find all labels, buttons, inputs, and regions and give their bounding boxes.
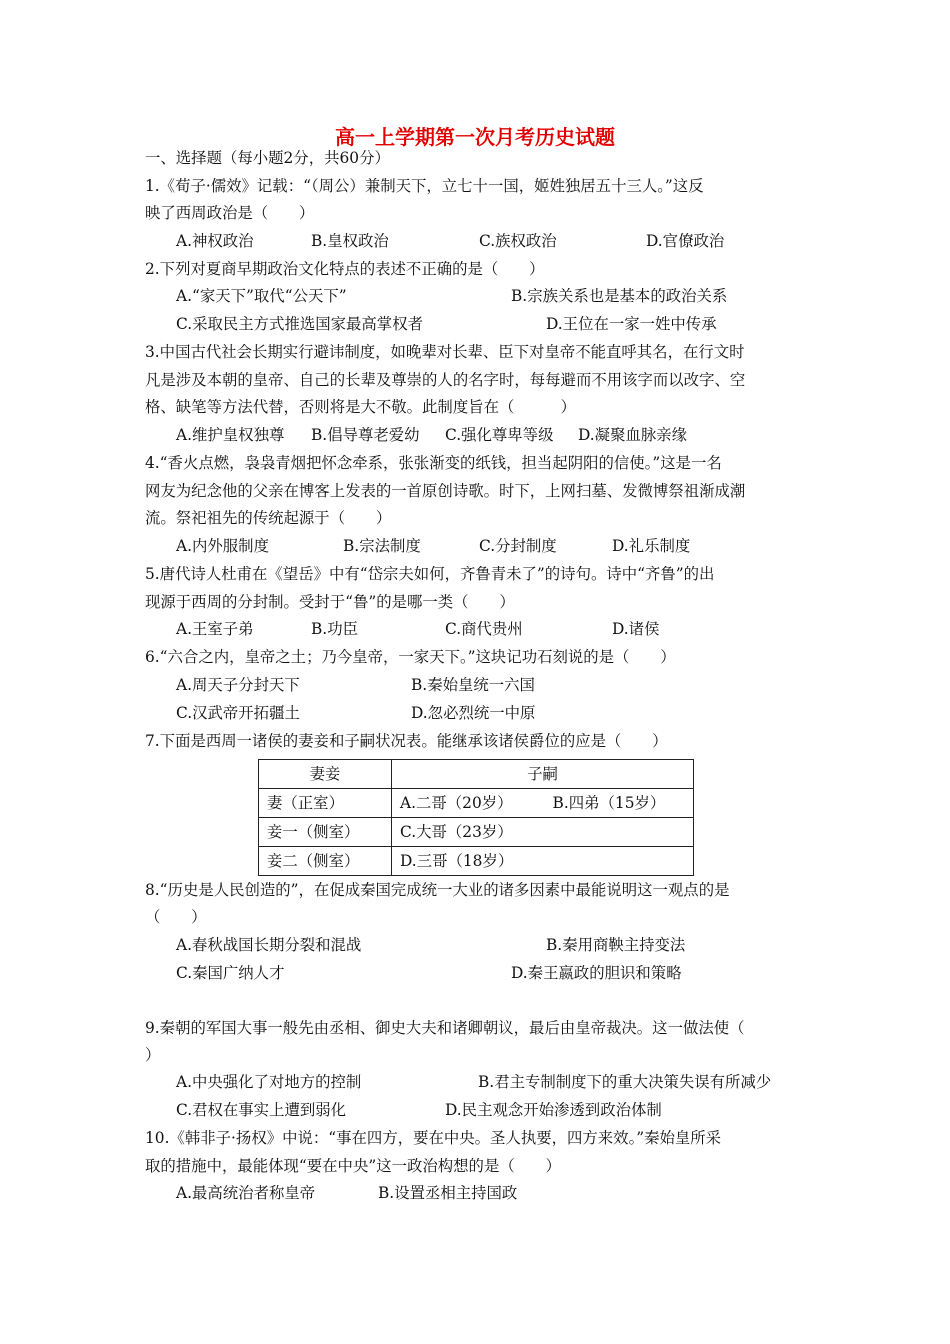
q3-option-c: C.强化尊卑等级	[445, 426, 554, 444]
table-cell-sons	[392, 818, 694, 847]
question-5-line-1: 5.唐代诗人杜甫在《望岳》中有“岱宗夫如何，齐鲁青未了”的诗句。诗中“齐鲁”的出	[145, 565, 715, 583]
q6-option-b: B.秦始皇统一六国	[411, 676, 535, 694]
question-3-line-3: 格、缺笔等方法代替，否则将是大不敬。此制度旨在（ ）	[145, 398, 576, 416]
q9-option-b: B.君主专制制度下的重大决策失误有所减少	[478, 1073, 772, 1091]
q8-option-c: C.秦国广纳人才	[176, 964, 285, 982]
question-1-line-2: 映了西周政治是（ ）	[145, 204, 315, 222]
q5-option-b: B.功臣	[311, 620, 358, 638]
table-cell-sons	[392, 789, 694, 818]
q8-option-b: B.秦用商鞅主持变法	[546, 936, 686, 954]
q3-option-d: D.凝聚血脉亲缘	[578, 426, 688, 444]
table-header-row	[259, 760, 694, 789]
succession-table	[258, 759, 694, 876]
q9-option-d: D.民主观念开始渗透到政治体制	[445, 1101, 662, 1119]
q8-option-a: A.春秋战国长期分裂和混战	[176, 936, 362, 954]
q5-option-a: A.王室子弟	[176, 620, 254, 638]
question-8-line-2: （ ）	[145, 908, 207, 926]
q10-option-a: A.最高统治者称皇帝	[176, 1184, 316, 1202]
q1-option-c: C.族权政治	[479, 232, 557, 250]
question-9-line-1: 9.秦朝的军国大事一般先由丞相、御史大夫和诸卿朝议，最后由皇帝裁决。这一做法使（	[145, 1019, 745, 1037]
q5-option-d: D.诸侯	[612, 620, 660, 638]
q6-option-d: D.忽必烈统一中原	[411, 704, 536, 722]
page-title: 高一上学期第一次月考历史试题	[335, 125, 615, 149]
q9-option-c: C.君权在事实上遭到弱化	[176, 1101, 347, 1119]
q9-option-a: A.中央强化了对地方的控制	[176, 1073, 362, 1091]
q4-option-a: A.内外服制度	[176, 537, 269, 555]
table-header-sons: 子嗣	[392, 760, 694, 789]
table-cell-wife: 妻（正室）	[259, 789, 392, 818]
question-10-line-1: 10.《韩非子·扬权》中说：“事在四方，要在中央。圣人执要，四方来效。”秦始皇所采	[145, 1129, 722, 1147]
table-row	[259, 789, 694, 818]
table-cell-sons	[392, 847, 694, 876]
son-option-c: C.大哥（23岁）	[400, 823, 513, 841]
question-2-line-1: 2.下列对夏商早期政治文化特点的表述不正确的是（ ）	[145, 260, 545, 278]
son-option-d: D.三哥（18岁）	[400, 852, 514, 870]
q2-option-b: B.宗族关系也是基本的政治关系	[511, 287, 728, 305]
question-7-line-1: 7.下面是西周一诸侯的妻妾和子嗣状况表。能继承该诸侯爵位的应是（ ）	[145, 732, 668, 750]
question-10-line-2: 取的措施中，最能体现“要在中央”这一政治构想的是（ ）	[145, 1157, 561, 1175]
q5-option-c: C.商代贵州	[445, 620, 523, 638]
q10-option-b: B.设置丞相主持国政	[378, 1184, 518, 1202]
son-option-b: B.四弟（15岁）	[552, 794, 666, 812]
question-4-line-1: 4.“香火点燃，袅袅青烟把怀念牵系，张张渐变的纸钱，担当起阴阳的信使。”这是一名	[145, 454, 722, 472]
section-heading: 一、选择题（每小题2分，共60分）	[145, 149, 390, 167]
q2-option-d: D.王位在一家一姓中传承	[546, 315, 717, 333]
table-row	[259, 818, 694, 847]
table-row	[259, 847, 694, 876]
question-5-line-2: 现源于西周的分封制。受封于“鲁”的是哪一类（ ）	[145, 593, 515, 611]
table-header-wives: 妻妾	[259, 760, 392, 789]
q1-option-b: B.皇权政治	[311, 232, 389, 250]
q3-option-b: B.倡导尊老爱幼	[311, 426, 420, 444]
table-cell-wife: 妾二（侧室）	[259, 847, 392, 876]
question-4-line-3: 流。祭祀祖先的传统起源于（ ）	[145, 509, 392, 527]
q8-option-d: D.秦王嬴政的胆识和策略	[511, 964, 682, 982]
question-3-line-2: 凡是涉及本朝的皇帝、自己的长辈及尊崇的人的名字时，每每避而不用该字而以改字、空	[145, 371, 746, 389]
q4-option-d: D.礼乐制度	[612, 537, 691, 555]
q4-option-c: C.分封制度	[479, 537, 557, 555]
question-9-line-2: ）	[145, 1046, 161, 1064]
q3-option-a: A.维护皇权独尊	[176, 426, 285, 444]
table-cell-wife: 妾一（侧室）	[259, 818, 392, 847]
q2-option-c: C.采取民主方式推选国家最高掌权者	[176, 315, 423, 333]
question-6-line-1: 6.“六合之内，皇帝之土；乃今皇帝，一家天下。”这块记功石刻说的是（ ）	[145, 648, 676, 666]
q4-option-b: B.宗法制度	[343, 537, 421, 555]
q1-option-a: A.神权政治	[176, 232, 254, 250]
question-8-line-1: 8.“历史是人民创造的”，在促成秦国完成统一大业的诸多因素中最能说明这一观点的是	[145, 881, 730, 899]
q6-option-a: A.周天子分封天下	[176, 676, 300, 694]
question-4-line-2: 网友为纪念他的父亲在博客上发表的一首原创诗歌。时下，上网扫墓、发微博祭祖渐成潮	[145, 482, 746, 500]
q2-option-a: A.“家天下”取代“公天下”	[176, 287, 347, 305]
q6-option-c: C.汉武帝开拓疆土	[176, 704, 300, 722]
q1-option-d: D.官僚政治	[646, 232, 725, 250]
son-option-a: A.二哥（20岁）	[400, 794, 513, 812]
question-1-line-1: 1.《荀子·儒效》记载：“（周公）兼制天下，立七十一国，姬姓独居五十三人。”这反	[145, 177, 704, 195]
question-3-line-1: 3.中国古代社会长期实行避讳制度，如晚辈对长辈、臣下对皇帝不能直呼其名，在行文时	[145, 343, 745, 361]
